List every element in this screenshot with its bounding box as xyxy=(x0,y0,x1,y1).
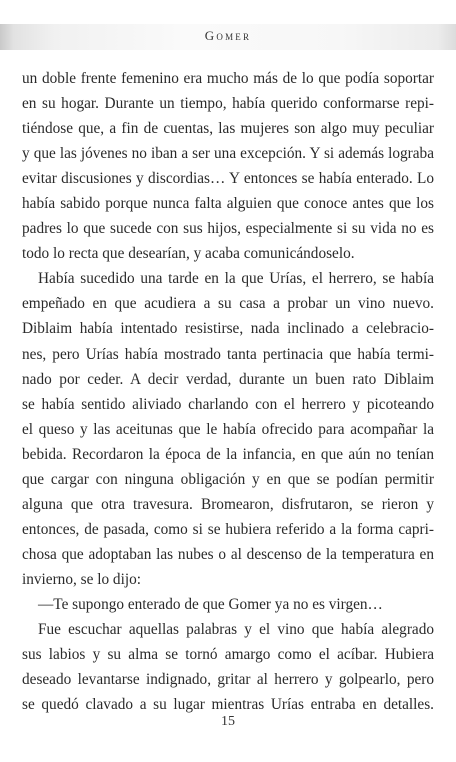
text-line: nes, pero Urías había mostrado tanta pertinacia que había termi- xyxy=(22,345,434,363)
text-line: bebida. Recordaron la época de la infancia, en que aún no tenían xyxy=(22,445,434,463)
text-line: padres lo que sucede con sus hijos, especialmente si su vida no es xyxy=(22,220,434,238)
text-line: invierno, se lo dijo: xyxy=(22,570,141,588)
page-body xyxy=(22,66,434,717)
text-line: —Te supongo enterado de que Gomer ya no es virgen… xyxy=(38,595,383,613)
text-line: entonces, de pasada, como si se hubiera referido a la forma capri- xyxy=(22,520,434,538)
text-line: que cargar con ninguna obligación y en que se podían permitir xyxy=(22,470,434,488)
text-line: deseado levantarse indignado, gritar al herrero y golpearlo, pero xyxy=(22,671,434,689)
paragraph xyxy=(22,592,434,617)
text-line: todo lo recta que desearían, y acaba comunicándoselo. xyxy=(22,245,355,263)
text-line: tiéndose que, a fin de cuentas, las mujeres son algo muy peculiar xyxy=(22,120,434,138)
text-line: Fue escuchar aquellas palabras y el vino que había alegrado xyxy=(38,621,434,639)
text-line: se había sentido aliviado charlando con el herrero y picoteando xyxy=(22,395,434,413)
text-line: y que las jóvenes no iban a ser una excepción. Y si además lograba xyxy=(22,145,434,163)
text-line: había sabido porque nunca falta alguien que conoce antes que los xyxy=(22,195,434,213)
text-line: sus labios y su alma se tornó amargo como el acíbar. Hubiera xyxy=(22,646,434,664)
text-line: empeñado en que acudiera a su casa a probar un vino nuevo. xyxy=(22,295,434,313)
text-line: en su hogar. Durante un tiempo, había querido conformarse repi- xyxy=(22,95,434,113)
paragraph xyxy=(22,266,434,592)
text-line: se quedó clavado a su lugar mientras Urías entraba en detalles. xyxy=(22,696,434,714)
text-line: un doble frente femenino era mucho más de lo que podía soportar xyxy=(22,70,434,87)
text-line: alguna que otra travesura. Bromearon, disfrutaron, se rieron y xyxy=(22,495,434,513)
text-line: nado por ceder. A decir verdad, durante un buen rato Diblaim xyxy=(22,370,434,388)
text-line: Diblaim había intentado resistirse, nada inclinado a celebracio- xyxy=(22,320,434,338)
text-line: evitar discusiones y discordias… Y entonces se había enterado. Lo xyxy=(22,170,434,188)
text-line: Había sucedido una tarde en la que Urías, el herrero, se había xyxy=(38,270,434,288)
page-number: 15 xyxy=(221,714,235,729)
page-header xyxy=(0,0,456,62)
running-head: Gomer xyxy=(204,28,252,43)
paragraph xyxy=(22,617,434,717)
text-line: chosa que adoptaban las nubes o al descenso de la temperatura en xyxy=(22,545,434,563)
paragraph xyxy=(22,66,434,266)
text-line: el queso y las aceitunas que le había ofrecido para acompañar la xyxy=(22,420,434,438)
